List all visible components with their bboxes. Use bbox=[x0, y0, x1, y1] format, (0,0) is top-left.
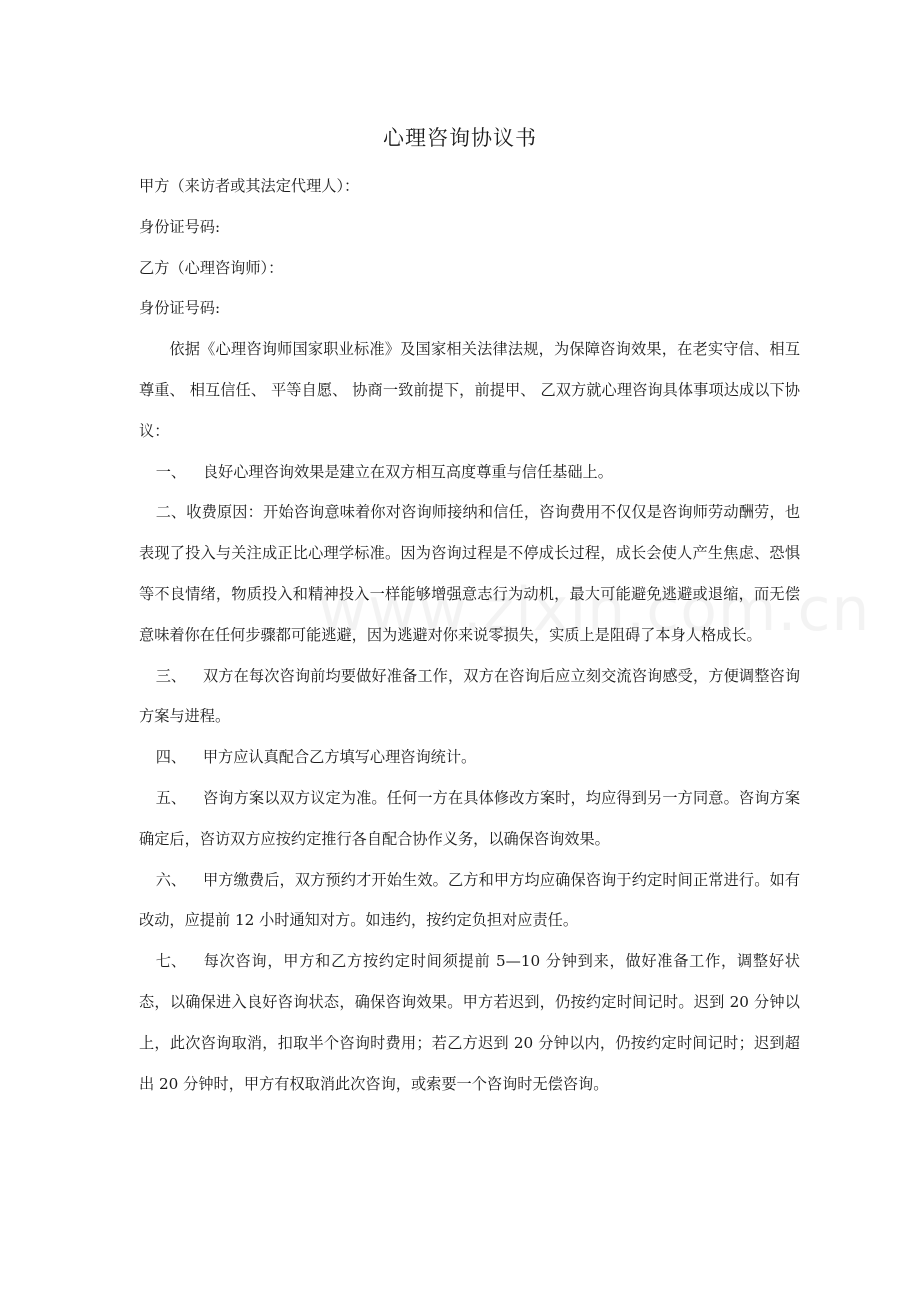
document-title: 心理咨询协议书 bbox=[383, 126, 537, 150]
document-body bbox=[139, 166, 800, 1104]
clause-text: 良好心理咨询效果是建立在双方相互高度尊重与信任基础上。 bbox=[202, 462, 613, 481]
party-b-field: 乙方（心理咨询师）： bbox=[139, 258, 284, 277]
clause-number: 七、 bbox=[155, 952, 187, 971]
clause-6 bbox=[139, 860, 800, 942]
party-b-id-field: 身份证号码: bbox=[139, 299, 221, 318]
clause-number: 三、 bbox=[155, 666, 187, 685]
party-a-field: 甲方（来访者或其法定代理人）： bbox=[139, 177, 360, 195]
clause-number: 一、 bbox=[155, 462, 187, 481]
clause-text: 收费原因：开始咨询意味着你对咨询师接纳和信任，咨询费用不仅仅是咨询师劳动酬劳，也表现了投入与关注成正比心理学标准。因为咨询过程是不停成长过程，成长会使人产生焦虑、恐惧等不良情绪，物质投入和精神投入一样能够增强意志行为动机，最大可能避免逃避或退缩，而无偿意味着你在任何步骤都可能逃避，因为逃避对你来说零损失，实质上是阻碍了本身人格成长。 bbox=[139, 503, 800, 644]
clause-text: 双方在每次咨询前均要做好准备工作，双方在咨询后应立刻交流咨询感受，方便调整咨询方案与进程。 bbox=[139, 666, 800, 726]
clause-2 bbox=[139, 492, 800, 655]
clause-text: 咨询方案以双方议定为准。任何一方在具体修改方案时，均应得到另一方同意。咨询方案确定后，咨访双方应按约定推行各自配合协作义务，以确保咨询效果。 bbox=[139, 788, 800, 848]
clause-text: 甲方应认真配合乙方填写心理咨询统计。 bbox=[202, 748, 477, 767]
clause-4 bbox=[139, 737, 800, 778]
clause-number: 四、 bbox=[155, 748, 187, 767]
clause-text: 每次咨询，甲方和乙方按约定时间须提前 5—10 分钟到来，做好准备工作，调整好状态，以确保进入良好咨询状态，确保咨询效果。甲方若迟到，仍按约定时间记时。迟到 20 分钟以上，此次咨询取消，扣取半个咨询时费用；若乙方迟到 20 分钟以内，仍按约定时间记时；迟到超出 20 分钟时，甲方有权取消此次咨询，或索要一个咨询时无偿咨询。 bbox=[139, 952, 800, 1093]
party-a-id-field: 身份证号码: bbox=[139, 217, 221, 236]
clause-1 bbox=[139, 452, 800, 493]
clause-number: 五、 bbox=[155, 788, 187, 807]
clause-5 bbox=[139, 778, 800, 860]
clause-3 bbox=[139, 656, 800, 738]
clause-7 bbox=[139, 941, 800, 1104]
clause-number: 六、 bbox=[155, 870, 187, 889]
clause-number: 二、 bbox=[155, 503, 187, 522]
intro-paragraph: 依据《心理咨询师国家职业标准》及国家相关法律法规，为保障咨询效果，在老实守信、相互尊重、 相互信任、 平等自愿、 协商一致前提下，前提甲、 乙双方就心理咨询具体事项达成以下协议： bbox=[139, 340, 800, 440]
clause-text: 甲方缴费后，双方预约才开始生效。乙方和甲方均应确保咨询于约定时间正常进行。如有改动，应提前 12 小时通知对方。如违约，按约定负担对应责任。 bbox=[139, 870, 800, 930]
